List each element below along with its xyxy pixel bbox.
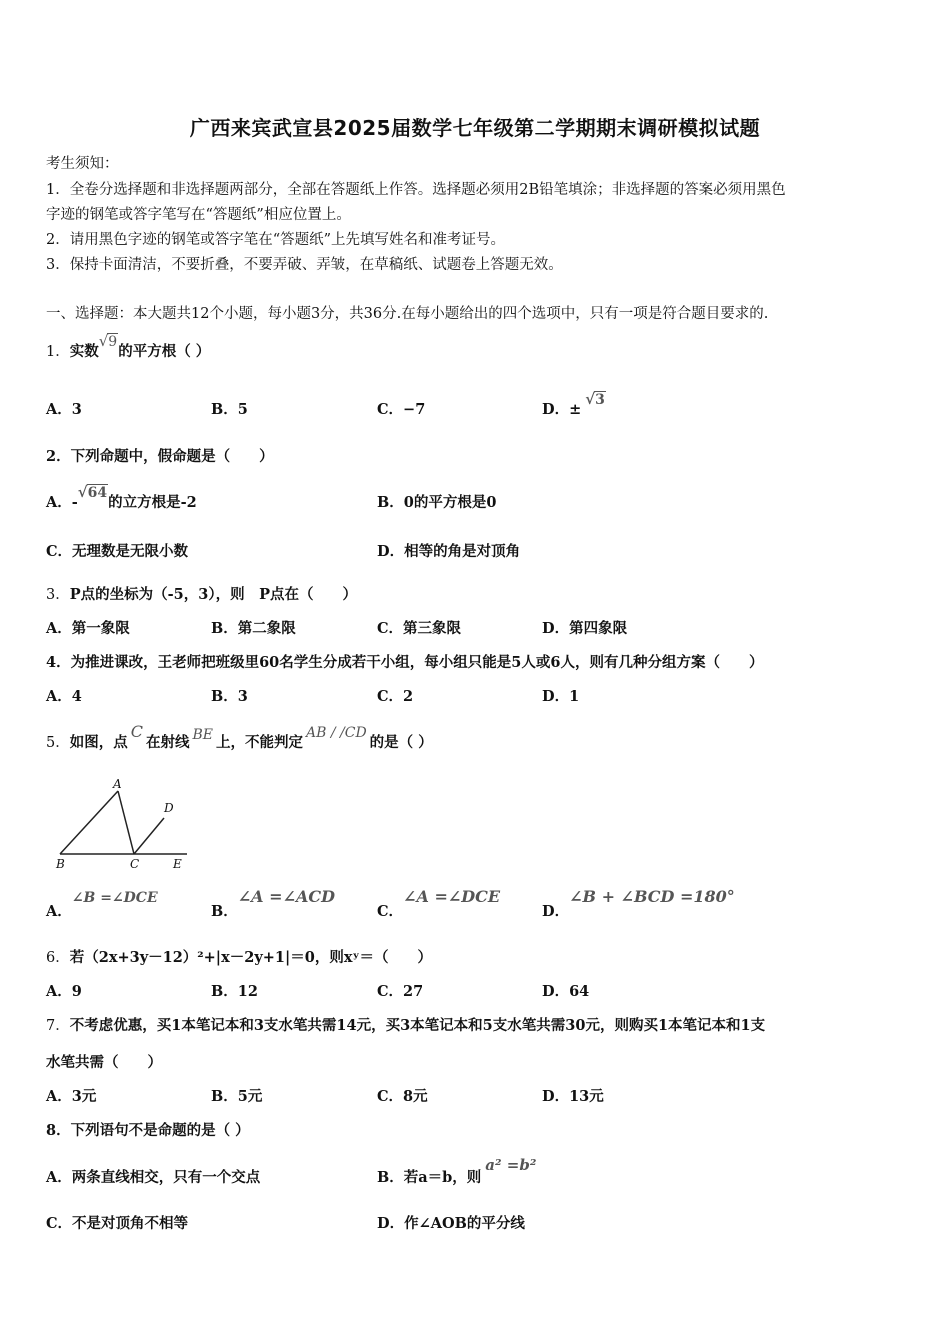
notice-item: 1．全卷分选择题和非选择题两部分，全部在答题纸上作答。选择题必须用2B铅笔填涂；非选择题的答案必须用黑色: [46, 182, 786, 198]
option-a: A．9: [46, 983, 82, 1000]
notice-heading: 考生须知：: [46, 156, 119, 172]
question-text: 实数: [69, 343, 99, 360]
notice-item: 2．请用黑色字迹的钢笔或答字笔在“答题纸”上先填写姓名和准考证号。: [46, 232, 506, 248]
geometry-figure: [52, 776, 192, 872]
option-text: D．±: [542, 401, 582, 418]
notice-item: 3．保持卡面清洁，不要折叠，不要弄破、弄皱，在草稿纸、试题卷上答题无效。: [46, 257, 563, 273]
question-3: [46, 583, 357, 604]
question-number: 5．: [46, 735, 70, 751]
notice-item: 字迹的钢笔或答字笔写在“答题纸”相应位置上。: [46, 207, 351, 223]
line-cd: [134, 818, 164, 854]
question-number: 3．: [46, 587, 70, 603]
question-5: [46, 722, 433, 752]
question-7-cont: 水笔共需（ ）: [46, 1054, 162, 1071]
option-b: B．3: [211, 688, 248, 705]
section-heading: 一、选择题：本大题共12个小题，每小题3分，共36分.在每小题给出的四个选项中，只有一项是符合题目要求的.: [46, 306, 769, 322]
question-number: 6．: [46, 950, 70, 966]
line-ab: [60, 791, 118, 854]
line-ac: [118, 791, 134, 854]
math-expr: C: [130, 722, 143, 741]
option-c: C．−7: [377, 401, 426, 418]
sqrt-icon: √: [98, 332, 109, 350]
option-d: D．1: [542, 688, 580, 705]
math-expr: ∠A =∠ACD: [237, 887, 335, 906]
option-d: D．作∠AOB的平分线: [377, 1215, 525, 1232]
option-a: A．3: [46, 401, 82, 418]
option-d: [542, 887, 735, 921]
option-a: A．3元: [46, 1088, 97, 1105]
option-b: B．12: [211, 983, 258, 1000]
option-c: C．第三象限: [377, 620, 462, 637]
option-c: C．27: [377, 983, 424, 1000]
question-number: 7．: [46, 1018, 70, 1034]
math-expr: BE: [192, 727, 213, 743]
option-a: A．4: [46, 688, 82, 705]
option-a: A．第一象限: [46, 620, 130, 637]
option-a: [46, 483, 197, 512]
option-c: C．8元: [377, 1088, 428, 1105]
question-8: 8．下列语句不是命题的是（ ）: [46, 1122, 250, 1139]
question-text: 不考虑优惠，买1本笔记本和3支水笔共需14元，买3本笔记本和5支水笔共需30元，则购买1本笔记本和1支: [69, 1017, 766, 1034]
question-text: 如图，点: [69, 734, 128, 751]
option-c: [377, 887, 501, 921]
option-b: B．第二象限: [211, 620, 296, 637]
question-text: 的平方根（ ）: [118, 343, 211, 360]
question-number: 1．: [46, 344, 70, 360]
option-letter: B．: [211, 903, 238, 920]
option-text: 的立方根是-2: [108, 494, 197, 511]
point-label-d: D: [164, 801, 174, 815]
question-6: [46, 946, 432, 967]
option-d: [542, 390, 606, 419]
option-d: D．64: [542, 983, 590, 1000]
option-b: B．5: [211, 401, 248, 418]
point-label-e: E: [173, 857, 182, 871]
math-expr: ∠B =∠DCE: [71, 890, 158, 906]
option-d: D．第四象限: [542, 620, 628, 637]
math-expr: ∠A =∠DCE: [403, 887, 501, 906]
option-b: [211, 887, 335, 921]
sqrt-icon: √: [77, 483, 88, 501]
math-expr: AB / /CD: [306, 725, 367, 741]
option-text: A．-: [46, 494, 78, 511]
question-text: 上，不能判定: [216, 734, 303, 751]
question-text: 若（2x+3y－12）²+|x－2y+1|＝0，则xʸ＝（ ）: [69, 949, 433, 966]
point-label-a: A: [113, 777, 122, 791]
option-letter: A．: [46, 903, 72, 920]
question-text: P点的坐标为（-5，3），则 P点在（ ）: [69, 586, 357, 603]
point-label-b: B: [56, 857, 65, 871]
math-expr: ∠B + ∠BCD =180°: [569, 887, 735, 906]
radicand: 9: [108, 334, 118, 350]
question-2: 2．下列命题中，假命题是（ ）: [46, 448, 274, 465]
math-expr: a² =b²: [485, 1156, 537, 1174]
radicand: 3: [595, 392, 605, 408]
sqrt-icon: √: [585, 390, 596, 408]
option-letter: C．: [377, 903, 404, 920]
question-4: 4．为推进课改，王老师把班级里60名学生分成若干小组，每小组只能是5人或6人，则有几种分组方案（ ）: [46, 654, 764, 671]
option-c: C．2: [377, 688, 414, 705]
page-title: 广西来宾武宣县2025届数学七年级第二学期期末调研模拟试题: [189, 116, 761, 140]
point-label-c: C: [130, 857, 140, 871]
question-text: 的是（ ）: [369, 734, 433, 751]
option-b: B．0的平方根是0: [377, 494, 497, 511]
option-c: C．无理数是无限小数: [46, 543, 189, 560]
question-text: 在射线: [145, 734, 190, 751]
option-text: B．若a＝b，则: [377, 1169, 482, 1186]
question-1: [46, 332, 211, 361]
radicand: 64: [87, 485, 108, 501]
option-a: [46, 890, 158, 921]
option-d: D．相等的角是对顶角: [377, 543, 521, 560]
option-b: [377, 1156, 537, 1187]
question-7: [46, 1014, 765, 1035]
option-a: A．两条直线相交，只有一个交点: [46, 1169, 261, 1186]
option-d: D．13元: [542, 1088, 604, 1105]
option-letter: D．: [542, 903, 570, 920]
option-c: C．不是对顶角不相等: [46, 1215, 189, 1232]
option-b: B．5元: [211, 1088, 263, 1105]
